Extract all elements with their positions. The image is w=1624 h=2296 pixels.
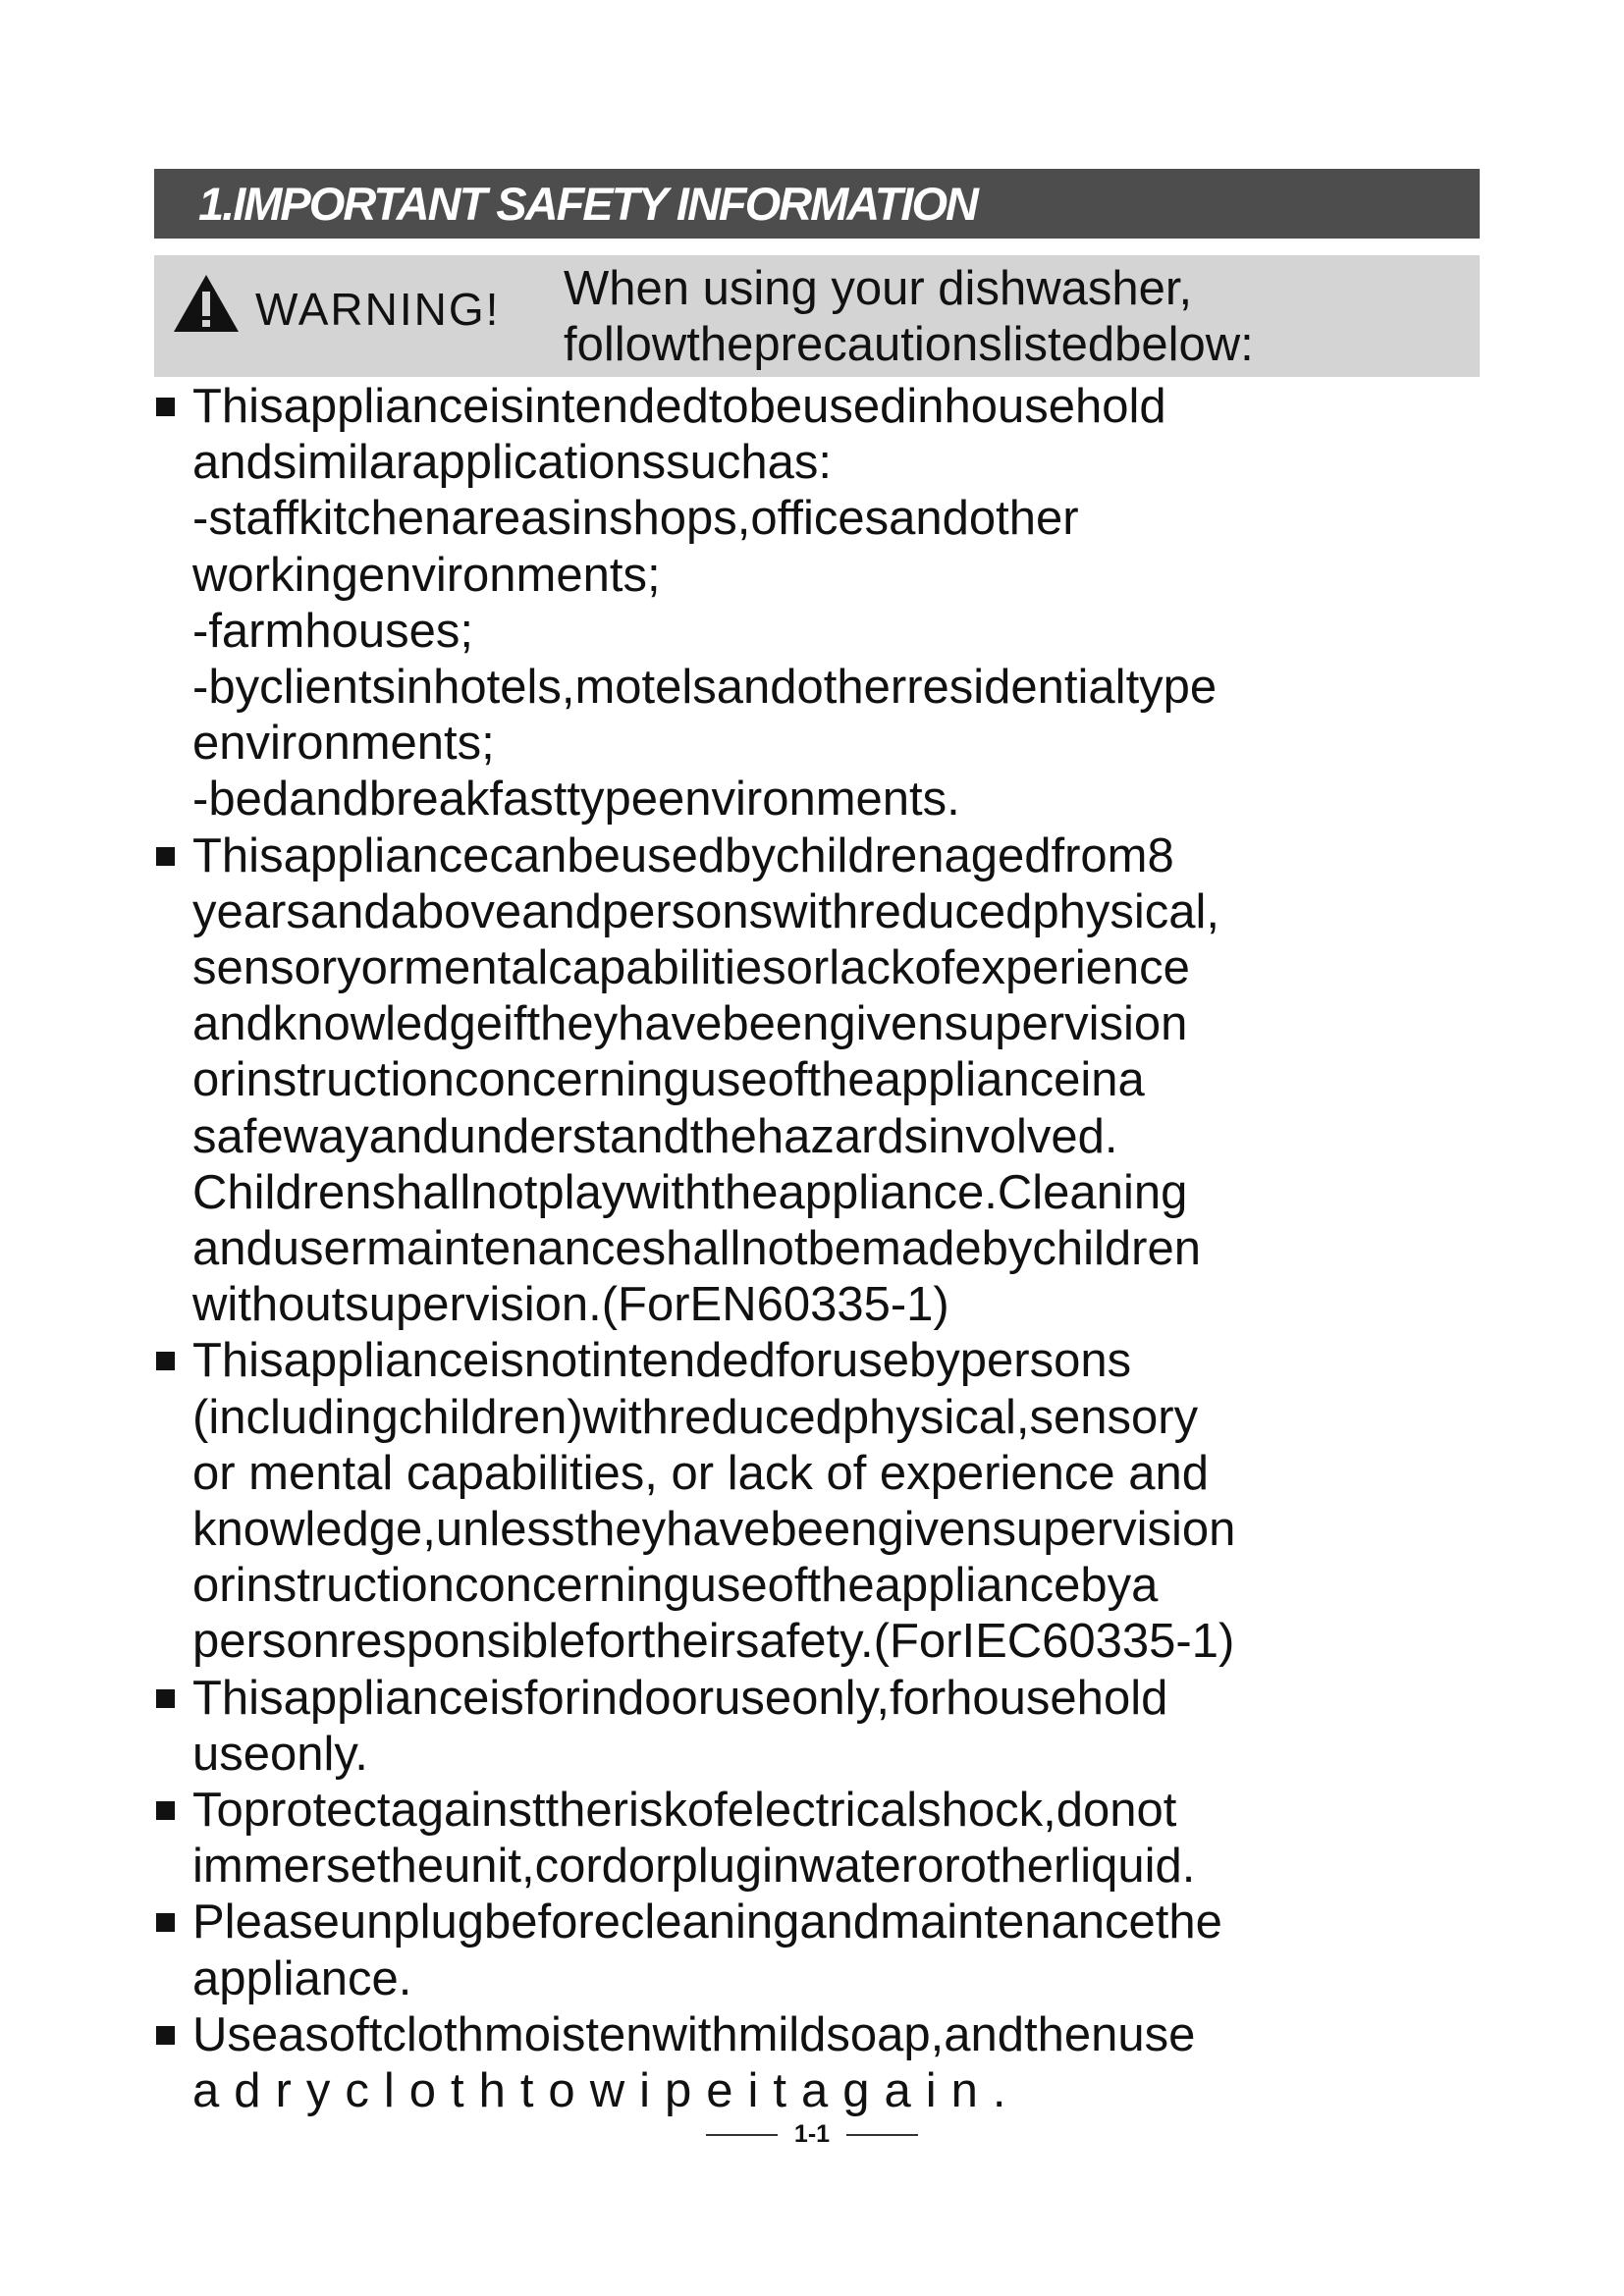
bullet-text-line: useonly.: [192, 1727, 368, 1781]
list-item: [152, 1671, 1507, 1783]
bullet-text-line: Thisappliancecanbeusedbychildrenagedfrom8: [192, 828, 1174, 882]
bullet-text-line: workingenvironments;: [192, 548, 661, 602]
square-bullet-icon: [156, 2026, 175, 2045]
warning-text-line: followtheprecautionslistedbelow:: [564, 318, 1254, 371]
warning-triangle-icon: [172, 272, 241, 335]
bullet-text-line: -staffkitchenareasinshops,officesandother: [192, 492, 1079, 546]
square-bullet-icon: [156, 1801, 175, 1820]
list-item: [152, 1895, 1507, 2006]
bullet-text-line: safewayandunderstandthehazardsinvolved.: [192, 1109, 1118, 1163]
list-item: [152, 2007, 1507, 2119]
list-item: [152, 828, 1507, 1334]
bullet-text-line: orinstructionconcerninguseoftheappliancebya: [192, 1559, 1159, 1613]
page-footer: [0, 2120, 1624, 2149]
bullet-text-line: andsimilarapplicationssuchas:: [192, 436, 832, 490]
bullet-text-line: orinstructionconcerninguseoftheapplianceina: [192, 1053, 1145, 1107]
bullet-text-line: Thisapplianceisintendedtobeusedinhousehold: [192, 380, 1166, 433]
bullet-text-line: (includingchildren)withreducedphysical,sensory: [192, 1390, 1199, 1444]
bullet-text-line: or mental capabilities, or lack of experience and: [192, 1446, 1210, 1500]
bullet-text-line: andusermaintenanceshallnotbemadebychildren: [192, 1222, 1201, 1276]
warning-text-line: When using your dishwasher,: [564, 262, 1193, 315]
bullet-text-line: yearsandaboveandpersonswithreducedphysical,: [192, 884, 1220, 938]
footer-rule-left: [706, 2134, 778, 2136]
square-bullet-icon: [156, 398, 175, 416]
bullet-text-line: Pleaseunplugbeforecleaningandmaintenancethe: [192, 1896, 1222, 1949]
bullet-text-line: sensoryormentalcapabilitiesorlackofexperience: [192, 941, 1190, 995]
bullet-text-line: Toprotectagainsttheriskofelectricalshock,donot: [192, 1784, 1177, 1838]
bullet-text-line: andknowledgeiftheyhavebeengivensupervision: [192, 997, 1188, 1051]
warning-text: [564, 261, 1254, 373]
warning-box: [154, 255, 1480, 377]
bullet-text-line: Useasoftclothmoistenwithmildsoap,andthenuse: [192, 2007, 1196, 2061]
bullet-text-line: environments;: [192, 717, 495, 771]
bullet-text-line: appliance.: [192, 1951, 412, 2005]
safety-bullet-list: [152, 379, 1507, 2119]
bullet-text-line: -farmhouses;: [192, 604, 473, 658]
list-item: [152, 1333, 1507, 1670]
list-item: [152, 1783, 1507, 1895]
square-bullet-icon: [156, 1352, 175, 1370]
section-header: [154, 169, 1480, 239]
bullet-text-line: personresponsiblefortheirsafety.(ForIEC60335-1): [192, 1615, 1235, 1669]
bullet-text-line: immersetheunit,cordorpluginwaterorotherliquid.: [192, 1840, 1196, 1894]
square-bullet-icon: [156, 1689, 175, 1708]
square-bullet-icon: [156, 1913, 175, 1932]
bullet-text-line: Childrenshallnotplaywiththeappliance.Cleaning: [192, 1165, 1188, 1219]
bullet-text-line: knowledge,unlesstheyhavebeengivensupervision: [192, 1503, 1236, 1557]
warning-label: WARNING!: [255, 284, 501, 335]
section-title: 1.IMPORTANT SAFETY INFORMATION: [198, 178, 977, 230]
bullet-text-line: adryclothtowipeitagain.: [192, 2064, 1021, 2118]
page-number: 1-1: [793, 2120, 831, 2148]
list-item: [152, 379, 1507, 828]
bullet-text-line: Thisapplianceisnotintendedforusebypersons: [192, 1334, 1132, 1388]
bullet-text-line: withoutsupervision.(ForEN60335-1): [192, 1278, 949, 1332]
square-bullet-icon: [156, 847, 175, 866]
bullet-text-line: Thisapplianceisforindooruseonly,forhousehold: [192, 1671, 1168, 1725]
footer-rule-right: [846, 2134, 918, 2136]
bullet-text-line: -bedandbreakfasttypeenvironments.: [192, 773, 960, 827]
bullet-text-line: -byclientsinhotels,motelsandotherresidentialtype: [192, 661, 1218, 715]
